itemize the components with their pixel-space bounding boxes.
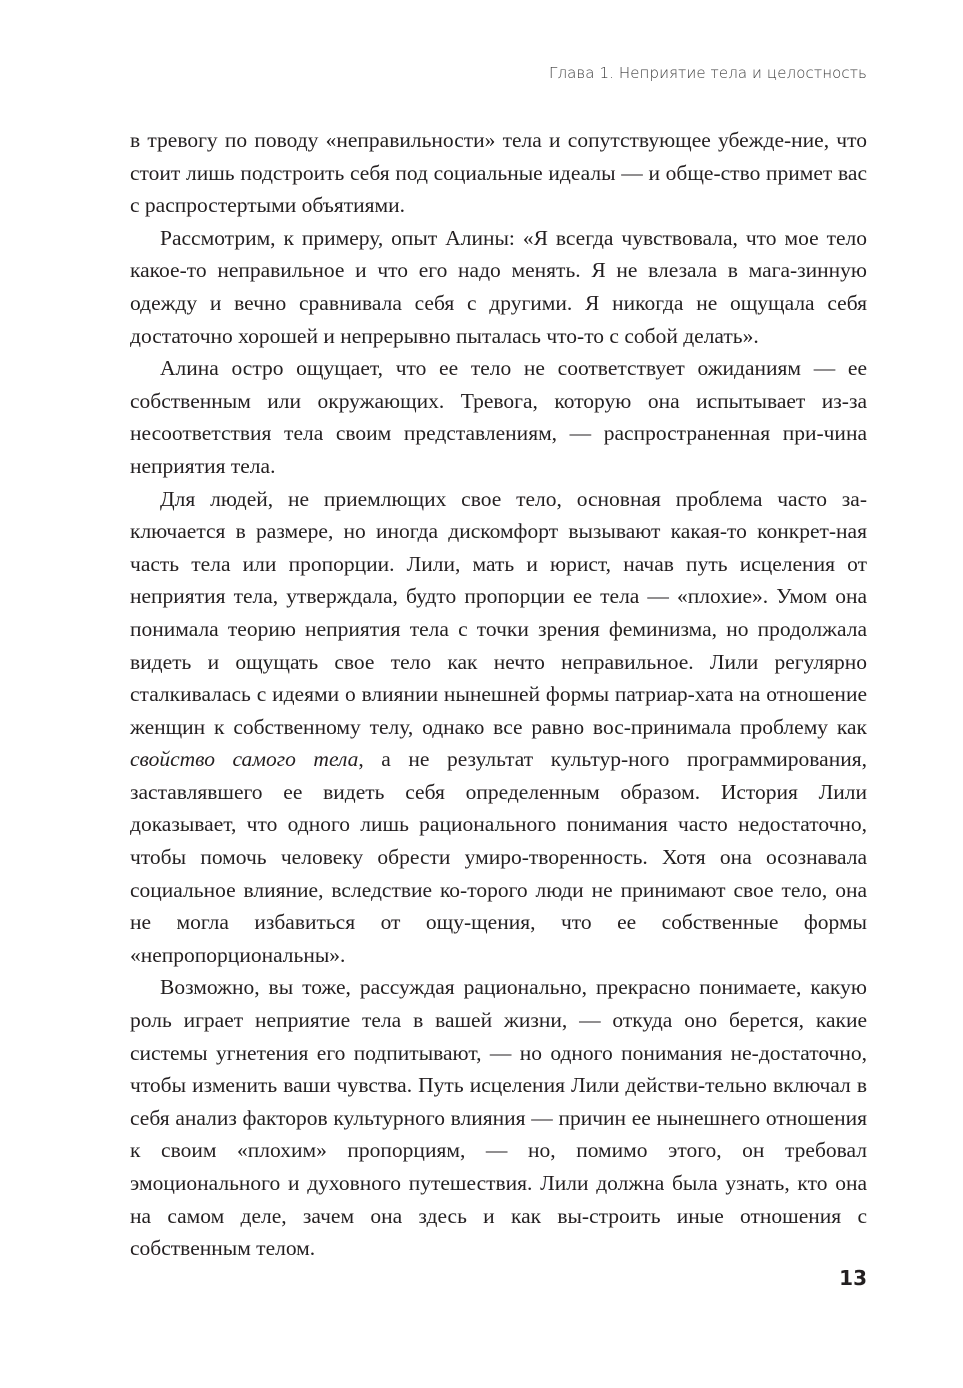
paragraph-text: Для людей, не приемлющих свое тело, основная проблема часто за-ключается в размере, но иногда дискомфорт вызывают какая-то конкрет-ная часть тела или пропорции. Лили, мать и юрист, начав путь исцеления от неприятия тела, утверждала, будто пропорции ее тела — «плохие». Умом она понимала теорию неприятия тела с точки зрения феминизма, но продолжала видеть и ощущать свое тело как нечто неправильное. Лили регулярно сталкивалась с идеями о влиянии нынешней формы патриар-хата на отношение женщин к собственному телу, однако все равно вос-принимала проблему как <box>130 486 867 739</box>
paragraph-text: , а не результат культур-ного программирования, заставлявшего ее видеть себя определенным образом. История Лили доказывает, что одного лишь рационального понимания часто недостаточно, чтобы помочь человеку обрести умиро-творенность. Хотя она осознавала социальное влияние, вследствие ко-торого люди не принимают свое тело, она не могла избавиться от ощу-щения, что ее собственные формы «непропорциональны». <box>130 747 867 967</box>
paragraph <box>130 483 867 972</box>
paragraph: Алина остро ощущает, что ее тело не соответствует ожиданиям — ее собственным или окружающих. Тревога, которую она испытывает из-за несоответствия тела своим представлениям, — распространенная при-чина неприятия тела. <box>130 356 867 478</box>
page-number: 13 <box>839 1266 867 1290</box>
running-header: Глава 1. Неприятие тела и целостность <box>548 64 867 82</box>
paragraph: Рассмотрим, к примеру, опыт Алины: «Я всегда чувствовала, что мое тело какое-то неправильное и что его надо менять. Я не влезала в мага-зинную одежду и вечно сравнивала себя с другими. Я никогда не ощущала себя достаточно хорошей и непрерывно пыталась что-то с собой делать». <box>130 225 867 348</box>
italic-phrase: свойство самого тела <box>130 747 359 772</box>
paragraph: в тревогу по поводу «неправильности» тела и сопутствующее убежде-ние, что стоит лишь подстроить себя под социальные идеалы — и обще-ство примет вас с распростертыми объятиями. <box>130 128 867 218</box>
body-text <box>130 124 867 1265</box>
paragraph: Возможно, вы тоже, рассуждая рационально, прекрасно понимаете, какую роль играет неприятие тела в вашей жизни, — откуда оно берется, какие системы угнетения его подпитывают, — но одного понимания не-достаточно, чтобы изменить ваши чувства. Путь исцеления Лили действи-тельно включал в себя анализ факторов культурного влияния — причин ее нынешнего отношения к своим «плохим» пропорциям, — но, помимо этого, он требовал эмоционального и духовного путешествия. Лили должна была узнать, кто она на самом деле, зачем она здесь и как вы-строить иные отношения с собственным телом. <box>130 975 867 1261</box>
